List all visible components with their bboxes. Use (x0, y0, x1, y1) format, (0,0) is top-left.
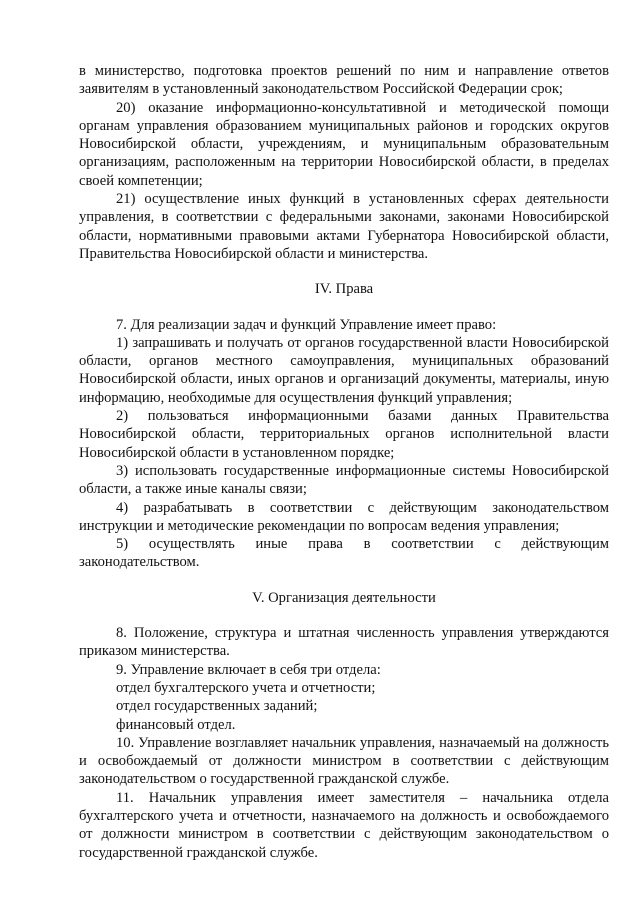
paragraph-right-3: 3) использовать государственные информационные системы Новосибирской области, а также иные каналы связи; (79, 462, 609, 498)
department-item-accounting: отдел бухгалтерского учета и отчетности; (116, 679, 376, 696)
section-heading-organization: V. Организация деятельности (252, 589, 436, 606)
paragraph-9: 9. Управление включает в себя три отдела: (116, 661, 381, 678)
spacer (79, 263, 609, 280)
paragraph-right-2: 2) пользоваться информационными базами данных Правительства Новосибирской области, территориальных органов исполнительной власти Новосибирской области в установленном порядке; (79, 408, 609, 461)
spacer (79, 299, 609, 316)
paragraph-item-20: 20) оказание информационно-консультативной и методической помощи органам управления образованием муниципальных районов и городских округов Новосибирской области, учреждениям, и муниципальным образовательным организациям, расположенным на территории Новосибирской области, в пределах своей компетенции; (79, 99, 609, 189)
department-item-state-tasks: отдел государственных заданий; (116, 698, 318, 715)
paragraph-item-21: 21) осуществление иных функций в установленных сферах деятельности управления, в соответствии с федеральными законами, законами Новосибирской области, нормативными правовыми актами Губернатора Новосибирской области, Правительства Новосибирской области и министерства. (79, 191, 609, 262)
paragraph-10: 10. Управление возглавляет начальник управления, назначаемый на должность и освобождаемый от должности министром в соответствии с действующим законодательством о государственной гражданской службе. (79, 734, 609, 788)
spacer (79, 607, 609, 624)
paragraph-7: 7. Для реализации задач и функций Управление имеет право: (116, 316, 497, 333)
paragraph-right-5: 5) осуществлять иные права в соответствии с действующим законодательством. (79, 536, 609, 571)
paragraph-8: 8. Положение, структура и штатная численность управления утверждаются приказом министерства. (79, 625, 609, 660)
section-heading-rights: IV. Права (314, 281, 374, 298)
department-item-finance: финансовый отдел. (116, 716, 236, 733)
paragraph-right-4: 4) разрабатывать в соответствии с действующим законодательством инструкции и методические рекомендации по вопросам ведения управления; (79, 499, 609, 534)
paragraph-continuation: в министерство, подготовка проектов решений по ним и направление ответов заявителям в установленный законодательством Российской Федерации срок; (79, 63, 609, 98)
document-page (79, 62, 609, 862)
paragraph-right-1: 1) запрашивать и получать от органов государственной власти Новосибирской области, органов местного самоуправления, муниципальных образований Новосибирской области, иных органов и организаций документы, материалы, иную информацию, необходимые для осуществления функций управления; (79, 334, 609, 406)
paragraph-11: 11. Начальник управления имеет заместителя – начальника отдела бухгалтерского учета и отчетности, назначаемого на должность и освобождаемого от должности министром в соответствии с действующим законодательством о государственной гражданской службе. (79, 789, 609, 861)
spacer (79, 572, 609, 589)
